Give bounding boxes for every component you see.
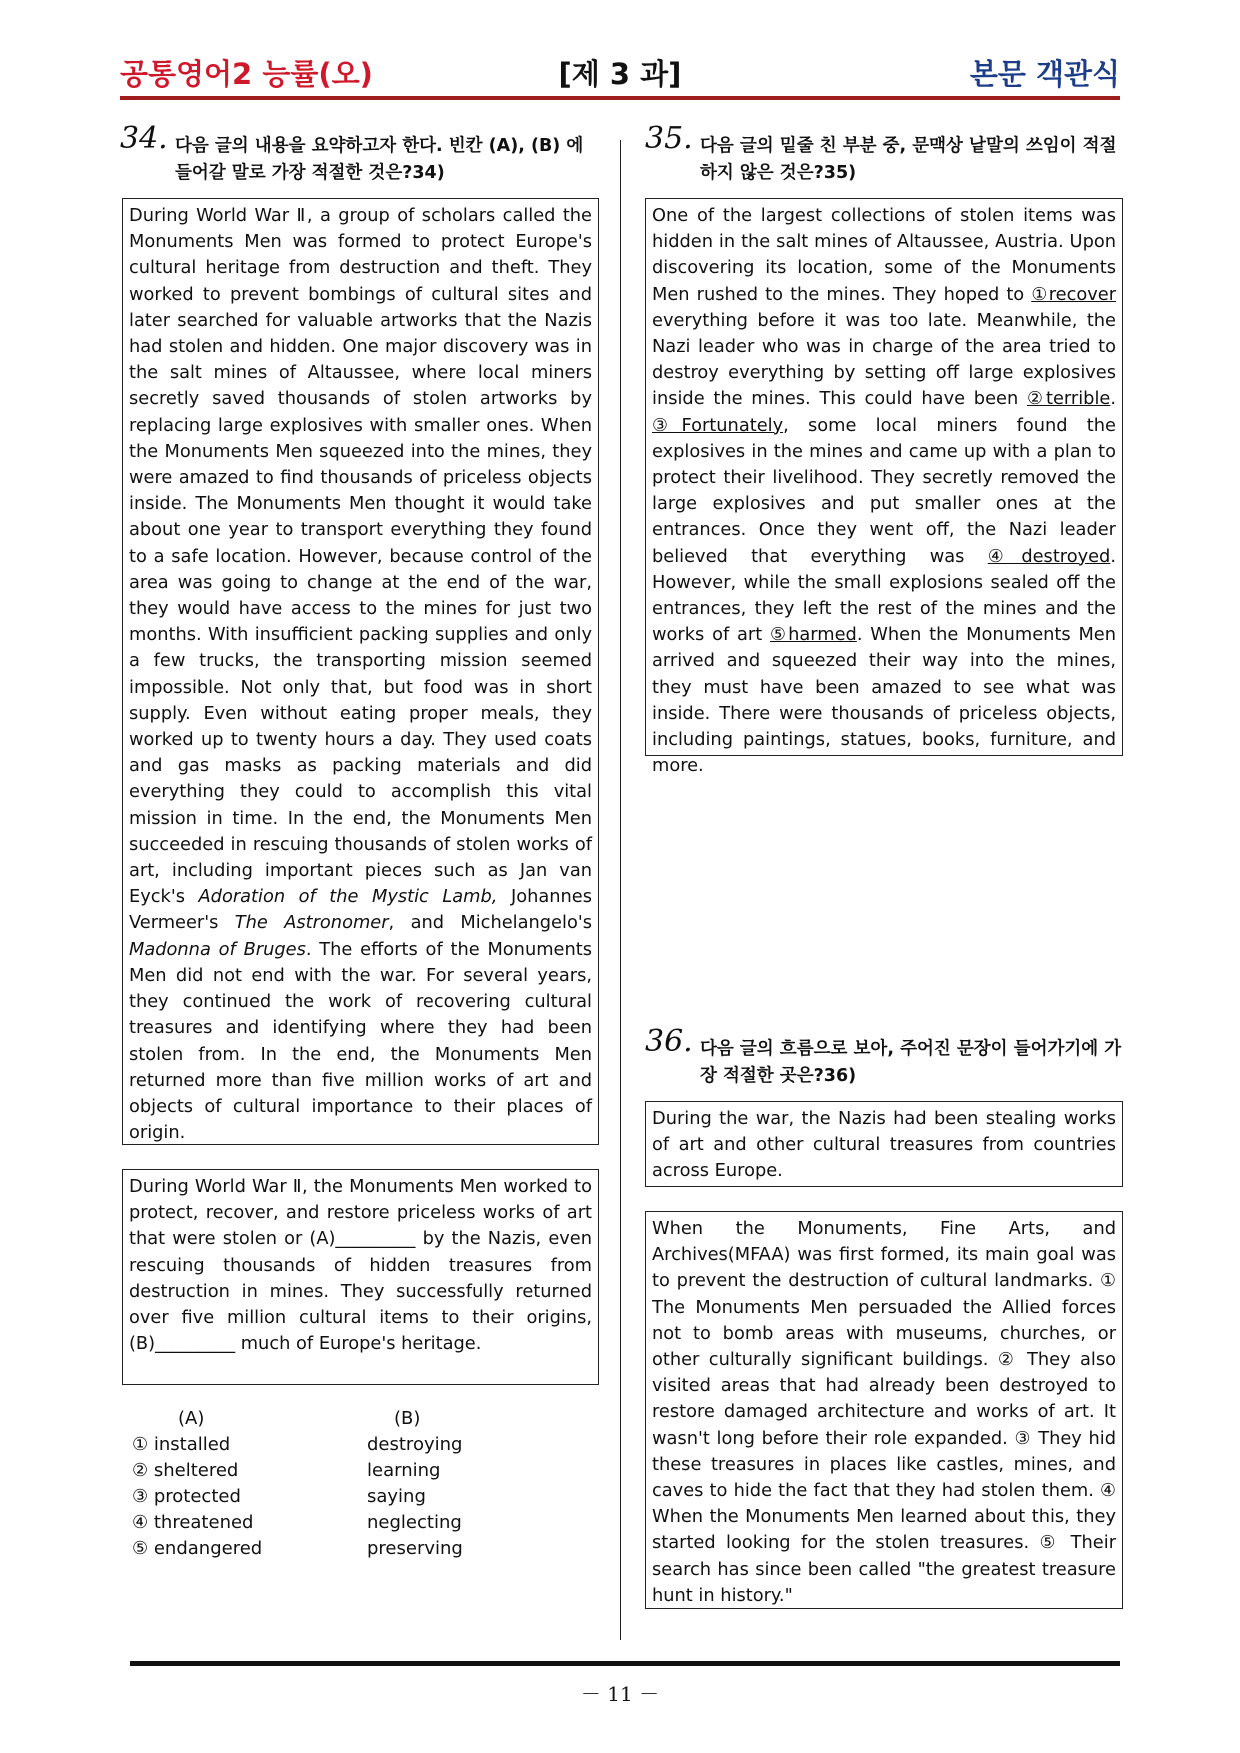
underlined-choice: ⑤harmed: [770, 624, 857, 646]
underlined-choice: ④destroyed: [987, 545, 1111, 567]
option-b: neglecting: [367, 1512, 462, 1533]
passage-text: Johannes Vermeer's: [129, 886, 592, 934]
page-header: [120, 52, 1120, 92]
passage-text: When the Monuments, Fine Arts, and Archives(MFAA) was first formed, its main goal was to prevent the destruction of cultural landmarks. ① The Monuments Men persuaded the Allied forces not to bomb areas with museums, churches, or other culturally significant buildings. ② They also visited areas that had already been destroyed to restore damaged architecture and works of art. It wasn't long before their role expanded. ③ They hid these treasures in places like castles, mines, and caves to hide the fact that they had stolen them. ④ When the Monuments Men learned about this, they started looking for the stolen treasures. ⑤ Their search has since been called "the greatest treasure hunt in history.": [652, 1218, 1116, 1606]
option-a: ⑤ endangered: [132, 1538, 263, 1559]
header-rule: [120, 96, 1120, 100]
lesson-title: [제 3 과]: [558, 57, 682, 91]
option-a: ② sheltered: [132, 1460, 239, 1481]
answer-options: [132, 1406, 572, 1562]
artwork-title: Adoration of the Mystic Lamb,: [198, 886, 498, 908]
question-number: 34.: [120, 121, 168, 156]
options-header-a: (A): [178, 1408, 205, 1429]
course-title: 공통영어2 능률(오): [120, 57, 373, 91]
option-2[interactable]: [132, 1458, 572, 1484]
summary-box: [122, 1169, 599, 1385]
question-35: [645, 121, 1125, 187]
option-a: ① installed: [132, 1434, 231, 1455]
passage-box: [645, 198, 1123, 777]
option-b: learning: [367, 1460, 441, 1481]
artwork-title: The Astronomer: [234, 912, 389, 934]
section-title: 본문 객관식: [969, 57, 1120, 91]
option-3[interactable]: [132, 1484, 572, 1510]
passage-text: everything before it was too late. Meanwhile, the Nazi leader who was in charge of the area tried to destroy everything by setting off large explosives inside the mines. This could have been: [652, 309, 1116, 410]
passage-text: One of the largest collections of stolen items was hidden in the salt mines of Altaussee, Austria. Upon discovering its location, some of the Monuments Men rushed to the mines. They hoped to: [652, 205, 1116, 305]
passage-box: [645, 1211, 1123, 1609]
artwork-title: Madonna of Bruges: [129, 938, 306, 960]
underlined-choice: ②terrible: [1026, 388, 1111, 410]
given-sentence: During the war, the Nazis had been stealing works of art and other cultural treasures from countries across Europe.: [652, 1108, 1116, 1182]
footer-rule: [130, 1661, 1120, 1666]
options-header-b: (B): [394, 1408, 421, 1429]
question-number: 36.: [645, 1024, 693, 1059]
question-number: 35.: [645, 121, 693, 156]
question-36: [645, 1024, 1125, 1090]
given-sentence-box: [645, 1101, 1123, 1187]
question-prompt: 다음 글의 흐름으로 보아, 주어진 문장이 들어가기에 가장 적절한 곳은?36): [700, 1039, 1122, 1086]
passage-text: , some local miners found the explosives in the mines and came up with a plan to protect their livelihood. They secretly removed the large explosives and put smaller ones at the entrances. Once they went off, the Nazi leader believed that everything was: [652, 414, 1116, 567]
underlined-choice: ①recover: [1031, 283, 1116, 305]
question-34: [120, 121, 600, 187]
summary-text: During World War Ⅱ, the Monuments Men worked to protect, recover, and restore priceless works of art that were stolen or (A)_________ by the Nazis, even rescuing thousands of hidden treasures from destruction in mines. They successfully returned over five million cultural items to their origins, (B)_________ much of Europe's heritage.: [129, 1176, 592, 1355]
option-a: ④ threatened: [132, 1512, 254, 1533]
option-1[interactable]: [132, 1432, 572, 1458]
passage-text: . The efforts of the Monuments Men did not end with the war. For several years, they continued the work of recovering cultural treasures and identifying where they had been stolen from. In the end, the Monuments Men returned more than five million works of art and objects of cultural importance to their places of origin.: [129, 938, 592, 1144]
option-b: preserving: [367, 1538, 463, 1559]
column-divider: [620, 140, 621, 1640]
option-a: ③ protected: [132, 1486, 241, 1507]
passage-text: , and Michelangelo's: [388, 912, 592, 934]
passage-text: . However, while the small explosions sealed off the entrances, they left the rest of the mines and the works of art: [652, 545, 1116, 646]
passage-text: .: [1110, 388, 1116, 410]
question-prompt: 다음 글의 내용을 요약하고자 한다. 빈칸 (A), (B) 에 들어갈 말로 가장 적절한 것은?34): [175, 136, 584, 183]
passage-text: During World War Ⅱ, a group of scholars called the Monuments Men was formed to protect Europe's cultural heritage from destruction and theft. They worked to prevent bombings of cultural sites and later searched for valuable artworks that the Nazis had stolen and hidden. One major discovery was in the salt mines of Altaussee, where local miners secretly saved thousands of stolen artworks by replacing large explosives with smaller ones. When the Monuments Men squeezed into the mines, they were amazed to find thousands of priceless objects inside. The Monuments Men thought it would take about one year to transport everything they found to a safe location. However, because control of the area was going to change at the end of the war, they would have access to the mines for just two months. With insufficient packing supplies and only a few trucks, the transporting mission seemed impossible. Not only that, but food was in short supply. Even without eating proper meals, they worked up to twenty hours a day. They used coats and gas masks as packing materials and did everything they could to accomplish this vital mission in time. In the end, the Monuments Men succeeded in rescuing thousands of stolen works of art, including important pieces such as Jan van Eyck's: [129, 205, 592, 908]
passage-box: [122, 198, 599, 1145]
option-b: saying: [367, 1486, 426, 1507]
option-4[interactable]: [132, 1510, 572, 1536]
question-prompt: 다음 글의 밑줄 친 부분 중, 문맥상 낱말의 쓰임이 적절하지 않은 것은?35): [700, 136, 1117, 183]
options-header: [132, 1406, 572, 1432]
page-number: － 11 －: [580, 1682, 660, 1706]
passage-text: . When the Monuments Men arrived and squeezed their way into the mines, they must have been amazed to see what was inside. There were thousands of priceless objects, including paintings, statues, books, furniture, and more.: [652, 624, 1116, 777]
option-b: destroying: [367, 1434, 463, 1455]
underlined-choice: ③Fortunately: [652, 414, 784, 436]
option-5[interactable]: [132, 1536, 572, 1562]
